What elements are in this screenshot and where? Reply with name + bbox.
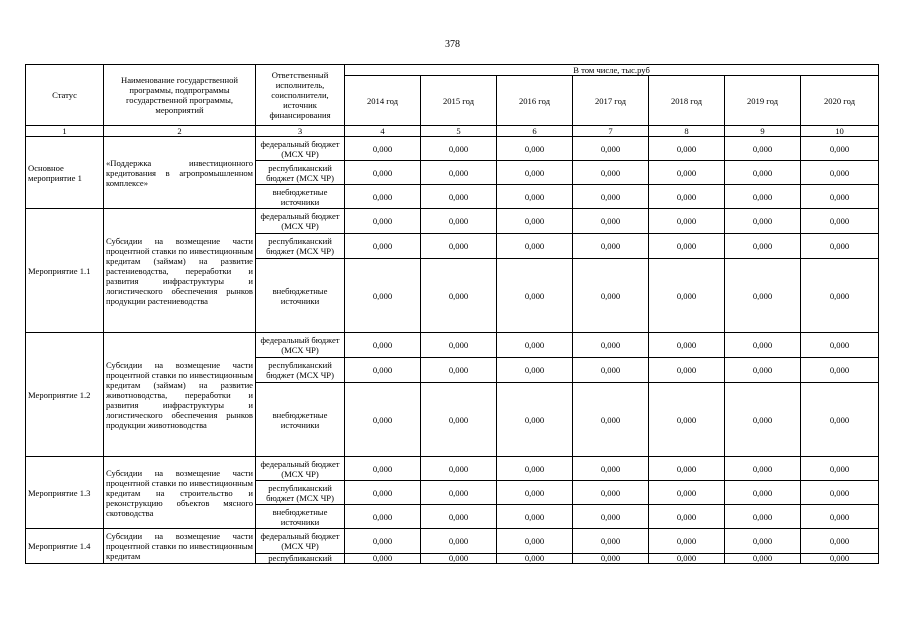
- value-cell: 0,000: [345, 358, 421, 383]
- funding-source: федеральный бюджет (МСХ ЧР): [256, 137, 345, 161]
- funding-source: федеральный бюджет (МСХ ЧР): [256, 209, 345, 234]
- status-cell: Мероприятие 1.4: [26, 529, 104, 564]
- value-cell: 0,000: [801, 457, 879, 481]
- value-cell: 0,000: [345, 505, 421, 529]
- value-cell: 0,000: [649, 505, 725, 529]
- status-cell: Мероприятие 1.3: [26, 457, 104, 529]
- value-cell: 0,000: [801, 234, 879, 259]
- value-cell: 0,000: [573, 481, 649, 505]
- funding-source: внебюджетные источники: [256, 185, 345, 209]
- value-cell: 0,000: [649, 457, 725, 481]
- value-cell: 0,000: [801, 161, 879, 185]
- value-cell: 0,000: [421, 137, 497, 161]
- column-number: 5: [421, 126, 497, 137]
- value-cell: 0,000: [649, 234, 725, 259]
- value-cell: 0,000: [345, 481, 421, 505]
- value-cell: 0,000: [801, 505, 879, 529]
- value-cell: 0,000: [573, 383, 649, 457]
- funding-source: федеральный бюджет (МСХ ЧР): [256, 457, 345, 481]
- value-cell: 0,000: [421, 529, 497, 554]
- value-cell: 0,000: [573, 505, 649, 529]
- value-cell: 0,000: [573, 137, 649, 161]
- column-number: 4: [345, 126, 421, 137]
- page-number: 378: [445, 39, 460, 50]
- value-cell: 0,000: [801, 137, 879, 161]
- value-cell: 0,000: [649, 185, 725, 209]
- funding-source: республиканский бюджет (МСХ ЧР): [256, 161, 345, 185]
- value-cell: 0,000: [573, 333, 649, 358]
- value-cell: 0,000: [497, 481, 573, 505]
- header-year: 2018 год: [649, 76, 725, 126]
- activity-name: Субсидии на возмещение части процентной ставки по инвестиционным кредитам на строительство и реконструкцию объектов мясного скотоводства: [104, 457, 256, 529]
- budget-table: [25, 64, 879, 564]
- value-cell: 0,000: [649, 161, 725, 185]
- value-cell: 0,000: [725, 481, 801, 505]
- value-cell: 0,000: [649, 529, 725, 554]
- header-year: 2016 год: [497, 76, 573, 126]
- value-cell: 0,000: [725, 161, 801, 185]
- value-cell: 0,000: [497, 383, 573, 457]
- value-cell: 0,000: [421, 259, 497, 333]
- value-cell: 0,000: [801, 333, 879, 358]
- value-cell: 0,000: [421, 457, 497, 481]
- value-cell: 0,000: [725, 529, 801, 554]
- header-year: 2017 год: [573, 76, 649, 126]
- funding-source: федеральный бюджет (МСХ ЧР): [256, 333, 345, 358]
- column-number: 7: [573, 126, 649, 137]
- value-cell: 0,000: [725, 383, 801, 457]
- funding-source: внебюджетные источники: [256, 259, 345, 333]
- value-cell: 0,000: [801, 554, 879, 564]
- activity-name: Субсидии на возмещение части процентной ставки по инвестиционным кредитам (займам) на развитие животноводства, переработки и развития инфраструктуры и логистического обеспечения рынков продукции животноводства: [104, 333, 256, 457]
- header-name: Наименование государственной программы, подпрограммы государственной программы, мероприятий: [104, 65, 256, 126]
- column-number: 9: [725, 126, 801, 137]
- value-cell: 0,000: [421, 161, 497, 185]
- funding-source: республиканский бюджет (МСХ ЧР): [256, 358, 345, 383]
- column-number: 10: [801, 126, 879, 137]
- header-status: Статус: [26, 65, 104, 126]
- value-cell: 0,000: [725, 358, 801, 383]
- funding-source: внебюджетные источники: [256, 383, 345, 457]
- value-cell: 0,000: [801, 481, 879, 505]
- value-cell: 0,000: [573, 457, 649, 481]
- value-cell: 0,000: [649, 383, 725, 457]
- header-year: 2014 год: [345, 76, 421, 126]
- value-cell: 0,000: [725, 505, 801, 529]
- value-cell: 0,000: [573, 161, 649, 185]
- value-cell: 0,000: [345, 137, 421, 161]
- funding-source: республиканский: [256, 554, 345, 564]
- value-cell: 0,000: [801, 209, 879, 234]
- header-year: 2020 год: [801, 76, 879, 126]
- value-cell: 0,000: [649, 333, 725, 358]
- value-cell: 0,000: [421, 383, 497, 457]
- status-cell: Мероприятие 1.2: [26, 333, 104, 457]
- value-cell: 0,000: [649, 481, 725, 505]
- value-cell: 0,000: [345, 234, 421, 259]
- value-cell: 0,000: [725, 333, 801, 358]
- value-cell: 0,000: [725, 185, 801, 209]
- funding-source: республиканский бюджет (МСХ ЧР): [256, 481, 345, 505]
- value-cell: 0,000: [573, 234, 649, 259]
- value-cell: 0,000: [801, 358, 879, 383]
- value-cell: 0,000: [345, 209, 421, 234]
- value-cell: 0,000: [497, 137, 573, 161]
- value-cell: 0,000: [725, 457, 801, 481]
- activity-name: Субсидии на возмещение части процентной ставки по инвестиционным кредитам: [104, 529, 256, 564]
- column-number: 1: [26, 126, 104, 137]
- column-number: 6: [497, 126, 573, 137]
- value-cell: 0,000: [345, 259, 421, 333]
- value-cell: 0,000: [725, 259, 801, 333]
- activity-name: «Поддержка инвестиционного кредитования в агропромышленном комплексе»: [104, 137, 256, 209]
- value-cell: 0,000: [725, 234, 801, 259]
- value-cell: 0,000: [497, 185, 573, 209]
- status-cell: Мероприятие 1.1: [26, 209, 104, 333]
- column-number: 2: [104, 126, 256, 137]
- funding-source: федеральный бюджет (МСХ ЧР): [256, 529, 345, 554]
- value-cell: 0,000: [497, 259, 573, 333]
- value-cell: 0,000: [497, 554, 573, 564]
- value-cell: 0,000: [497, 529, 573, 554]
- value-cell: 0,000: [421, 505, 497, 529]
- value-cell: 0,000: [421, 234, 497, 259]
- value-cell: 0,000: [345, 333, 421, 358]
- value-cell: 0,000: [421, 554, 497, 564]
- value-cell: 0,000: [421, 209, 497, 234]
- value-cell: 0,000: [345, 554, 421, 564]
- value-cell: 0,000: [573, 185, 649, 209]
- value-cell: 0,000: [649, 554, 725, 564]
- value-cell: 0,000: [497, 209, 573, 234]
- funding-source: республиканский бюджет (МСХ ЧР): [256, 234, 345, 259]
- status-cell: Основное мероприятие 1: [26, 137, 104, 209]
- header-year: 2015 год: [421, 76, 497, 126]
- value-cell: 0,000: [649, 358, 725, 383]
- funding-source: внебюджетные источники: [256, 505, 345, 529]
- value-cell: 0,000: [421, 185, 497, 209]
- activity-name: Субсидии на возмещение части процентной ставки по инвестиционным кредитам (займам) на развитие растениеводства, переработки и развития инфраструктуры и логистического обеспечения рынков продукции растениеводства: [104, 209, 256, 333]
- value-cell: 0,000: [345, 457, 421, 481]
- value-cell: 0,000: [725, 137, 801, 161]
- value-cell: 0,000: [421, 358, 497, 383]
- value-cell: 0,000: [421, 481, 497, 505]
- value-cell: 0,000: [573, 259, 649, 333]
- header-including: В том числе, тыс.руб: [345, 65, 879, 76]
- value-cell: 0,000: [801, 185, 879, 209]
- value-cell: 0,000: [497, 457, 573, 481]
- value-cell: 0,000: [649, 259, 725, 333]
- value-cell: 0,000: [573, 358, 649, 383]
- value-cell: 0,000: [801, 259, 879, 333]
- value-cell: 0,000: [725, 209, 801, 234]
- value-cell: 0,000: [649, 209, 725, 234]
- value-cell: 0,000: [497, 505, 573, 529]
- value-cell: 0,000: [801, 383, 879, 457]
- header-year: 2019 год: [725, 76, 801, 126]
- column-number: 3: [256, 126, 345, 137]
- header-executor: Ответственный исполнитель, соисполнители, источник финансирования: [256, 65, 345, 126]
- value-cell: 0,000: [573, 554, 649, 564]
- value-cell: 0,000: [497, 161, 573, 185]
- value-cell: 0,000: [497, 333, 573, 358]
- column-number: 8: [649, 126, 725, 137]
- value-cell: 0,000: [801, 529, 879, 554]
- value-cell: 0,000: [345, 383, 421, 457]
- value-cell: 0,000: [725, 554, 801, 564]
- value-cell: 0,000: [497, 234, 573, 259]
- value-cell: 0,000: [345, 529, 421, 554]
- value-cell: 0,000: [573, 529, 649, 554]
- value-cell: 0,000: [421, 333, 497, 358]
- value-cell: 0,000: [573, 209, 649, 234]
- value-cell: 0,000: [345, 161, 421, 185]
- value-cell: 0,000: [345, 185, 421, 209]
- value-cell: 0,000: [649, 137, 725, 161]
- value-cell: 0,000: [497, 358, 573, 383]
